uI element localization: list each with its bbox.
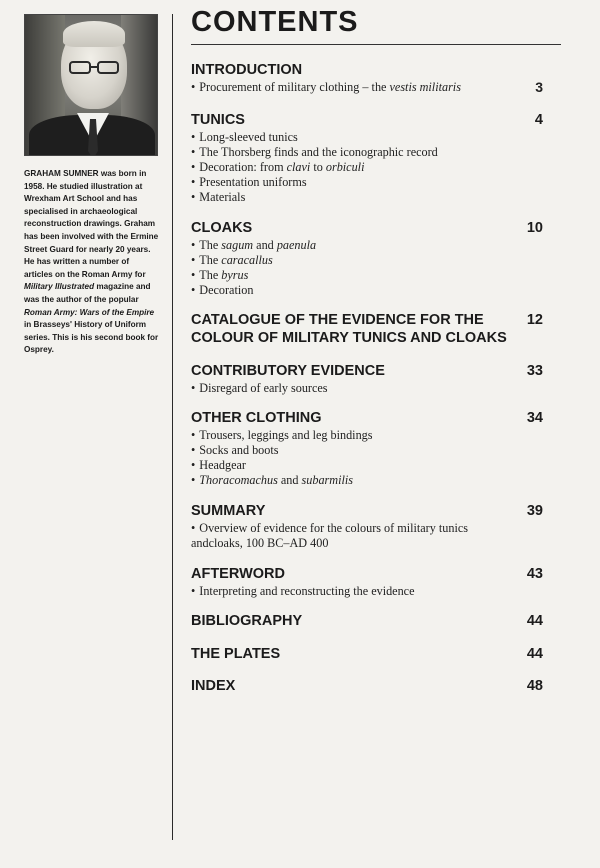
toc-page-number: 44 <box>526 646 543 662</box>
toc-heading-title: BIBLIOGRAPHY <box>191 613 303 629</box>
toc-heading-title: THE PLATES <box>191 646 281 662</box>
toc-heading <box>191 502 543 520</box>
photo-hair <box>63 21 125 47</box>
toc-subitem: • Decoration: from clavi to orbiculi <box>191 160 365 174</box>
author-photo <box>24 14 158 156</box>
toc-subitems <box>191 238 543 298</box>
toc-section-the-plates[interactable] <box>191 645 543 663</box>
toc-page-number: 34 <box>526 410 543 426</box>
toc-section-contributory-evidence[interactable] <box>191 362 543 396</box>
bio-magazine: Military Illustrated <box>24 282 95 292</box>
toc-section-bibliography[interactable] <box>191 612 543 630</box>
toc-subitems <box>191 584 543 599</box>
toc-section-summary[interactable] <box>191 502 543 551</box>
toc-page-number: 3 <box>535 79 543 95</box>
toc-subitem: • Procurement of military clothing – the vestis militaris 3 <box>191 79 543 95</box>
toc-heading-title: CLOAKS <box>191 220 253 236</box>
toc-heading-title: AFTERWORD <box>191 566 285 582</box>
toc-heading <box>191 612 543 630</box>
toc-heading <box>191 677 543 695</box>
toc-heading-title: INDEX <box>191 678 236 694</box>
toc-subitems <box>191 80 543 95</box>
toc-subitem: • Disregard of early sources <box>191 381 328 395</box>
toc-section-tunics[interactable] <box>191 111 543 205</box>
toc-subitem: • Decoration <box>191 283 254 297</box>
toc-page-number: 10 <box>526 220 543 236</box>
photo-glasses-right <box>97 61 119 74</box>
toc-subitems <box>191 521 543 551</box>
toc-subitems <box>191 130 543 205</box>
author-bio <box>24 168 160 357</box>
toc-subitem: • Presentation uniforms <box>191 175 307 189</box>
toc-subitem: • Thoracomachus and subarmilis <box>191 473 354 487</box>
toc-heading <box>191 61 543 79</box>
toc-subitem: • The byrus <box>191 268 249 282</box>
toc-subitem: • Overview of evidence for the colours of military tunics andcloaks, 100 BC–AD 400 <box>191 521 468 550</box>
toc-subitems <box>191 381 543 396</box>
toc-section-catalogue[interactable] <box>191 311 543 347</box>
toc-subitem: • Socks and boots <box>191 443 279 457</box>
toc-page-number: 33 <box>526 363 543 379</box>
toc-subitem: • Materials <box>191 190 246 204</box>
toc-section-other-clothing[interactable] <box>191 409 543 488</box>
toc-heading <box>191 565 543 583</box>
toc-heading <box>191 219 543 237</box>
toc-subitem: • Headgear <box>191 458 246 472</box>
toc-subitem: • The sagum and paenula <box>191 238 317 252</box>
toc-heading-title: OTHER CLOTHING <box>191 410 322 426</box>
bio-book-title: Roman Army: Wars of the Empire <box>24 307 155 317</box>
photo-glasses-left <box>69 61 91 74</box>
toc-page-number: 44 <box>526 613 543 629</box>
contents-heading: CONTENTS <box>191 6 359 38</box>
bio-text: GRAHAM SUMNER was born in 1958. He studied illustration at Wrexham Art School and has specialised in archaeological reconstruction drawings. Graham has been involved with the Ermine Street Guard for nearly 20 years. He has written a number of articles on the Roman Army for <box>24 169 159 279</box>
toc-heading-title: SUMMARY <box>191 503 266 519</box>
toc-heading <box>191 645 543 663</box>
toc-page-number: 48 <box>526 678 543 694</box>
author-column <box>24 14 160 357</box>
toc-subitems <box>191 428 543 488</box>
title-underline <box>191 44 561 45</box>
photo-glasses-bridge <box>91 66 97 68</box>
toc-subitem: • The caracallus <box>191 253 273 267</box>
toc-page-number: 4 <box>534 112 543 128</box>
toc-heading-title: CATALOGUE OF THE EVIDENCE FOR THE COLOUR OF MILITARY TUNICS AND CLOAKS <box>191 312 507 346</box>
toc-heading <box>191 111 543 129</box>
toc-subitem: • Trousers, leggings and leg bindings <box>191 428 373 442</box>
toc-heading-title: INTRODUCTION <box>191 62 303 78</box>
column-divider <box>172 14 173 840</box>
toc-heading-title: CONTRIBUTORY EVIDENCE <box>191 363 385 379</box>
toc-page-number: 43 <box>526 566 543 582</box>
toc-subitem: • The Thorsberg finds and the iconographic record <box>191 145 438 159</box>
toc-section-afterword[interactable] <box>191 565 543 599</box>
bio-text: magazine and was the author of the popular <box>24 282 151 304</box>
toc-heading <box>191 362 543 380</box>
toc-section-index[interactable] <box>191 677 543 695</box>
toc-section-introduction[interactable] <box>191 61 543 95</box>
bio-text: in Brasseys' History of Uniform series. This is his second book for Osprey. <box>24 320 159 355</box>
toc-section-cloaks[interactable] <box>191 219 543 298</box>
toc-page-number: 12 <box>526 312 543 328</box>
toc-page-number: 39 <box>526 503 543 519</box>
toc-heading <box>191 311 543 347</box>
toc-heading-title: TUNICS <box>191 112 245 128</box>
toc-heading <box>191 409 543 427</box>
toc-subitem: • Long-sleeved tunics <box>191 130 298 144</box>
toc-subitem: • Interpreting and reconstructing the evidence <box>191 584 415 598</box>
